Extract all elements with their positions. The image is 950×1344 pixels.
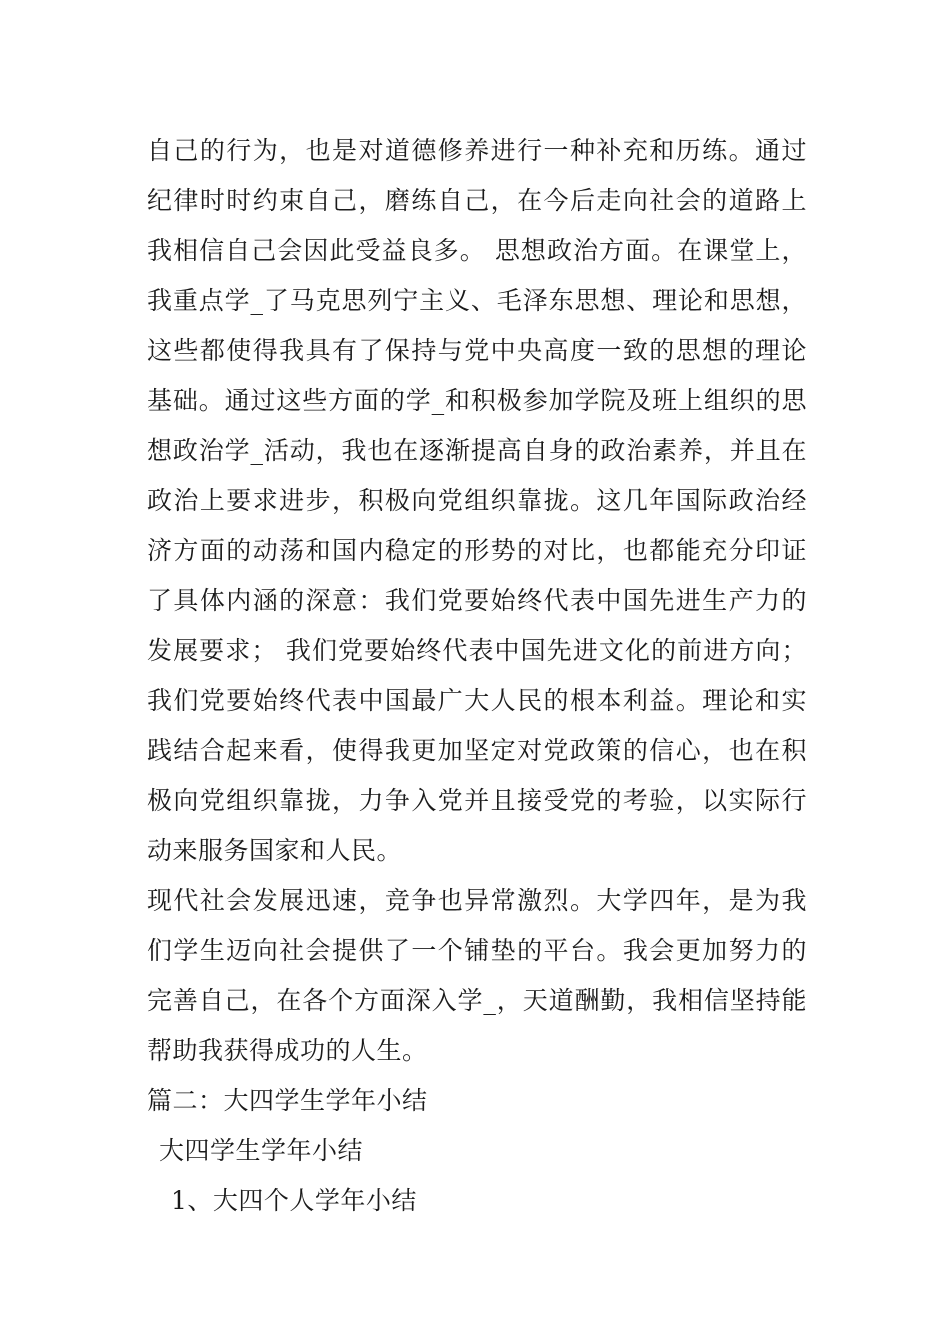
- text-line: 这些都使得我具有了保持与党中央高度一致的思想的理论: [147, 336, 807, 365]
- text-line: 纪律时时约束自己，磨练自己，在今后走向社会的道路上: [147, 186, 807, 215]
- text-line: 想政治学_活动，我也在逐渐提高自身的政治素养，并且在: [147, 436, 807, 465]
- text-line: 们学生迈向社会提供了一个铺垫的平台。我会更加努力的: [147, 936, 807, 965]
- text-line: 极向党组织靠拢，力争入党并且接受党的考验，以实际行: [147, 786, 807, 815]
- text-line: 完善自己，在各个方面深入学_，天道酬勤，我相信坚持能: [147, 986, 807, 1015]
- document-body: [147, 126, 807, 1226]
- text-line: 了具体内涵的深意：我们党要始终代表中国先进生产力的: [147, 586, 807, 615]
- text-line: 发展要求； 我们党要始终代表中国先进文化的前进方向；: [147, 636, 807, 665]
- text-line: 济方面的动荡和国内稳定的形势的对比，也都能充分印证: [147, 536, 807, 565]
- section-heading: 篇二：大四学生学年小结: [147, 1086, 428, 1115]
- subheading: 1、大四个人学年小结: [171, 1186, 417, 1215]
- text-line: 我们党要始终代表中国最广大人民的根本利益。理论和实: [147, 686, 807, 715]
- text-line: 我重点学_了马克思列宁主义、毛泽东思想、理论和思想，: [147, 286, 807, 315]
- text-line: 践结合起来看，使得我更加坚定对党政策的信心，也在积: [147, 736, 807, 765]
- text-line: 帮助我获得成功的人生。: [147, 1036, 428, 1065]
- text-line: 政治上要求进步，积极向党组织靠拢。这几年国际政治经: [147, 486, 807, 515]
- text-line: 动来服务国家和人民。: [147, 836, 403, 865]
- text-line: 我相信自己会因此受益良多。 思想政治方面。在课堂上，: [147, 236, 807, 265]
- text-line: 现代社会发展迅速，竞争也异常激烈。大学四年，是为我: [147, 886, 807, 915]
- paragraph: [147, 126, 807, 876]
- text-line: 自己的行为，也是对道德修养进行一种补充和历练。通过: [147, 136, 807, 165]
- text-line: 基础。通过这些方面的学_和积极参加学院及班上组织的思: [147, 386, 807, 415]
- document-title: 大四学生学年小结: [159, 1136, 364, 1165]
- paragraph: [147, 876, 807, 1076]
